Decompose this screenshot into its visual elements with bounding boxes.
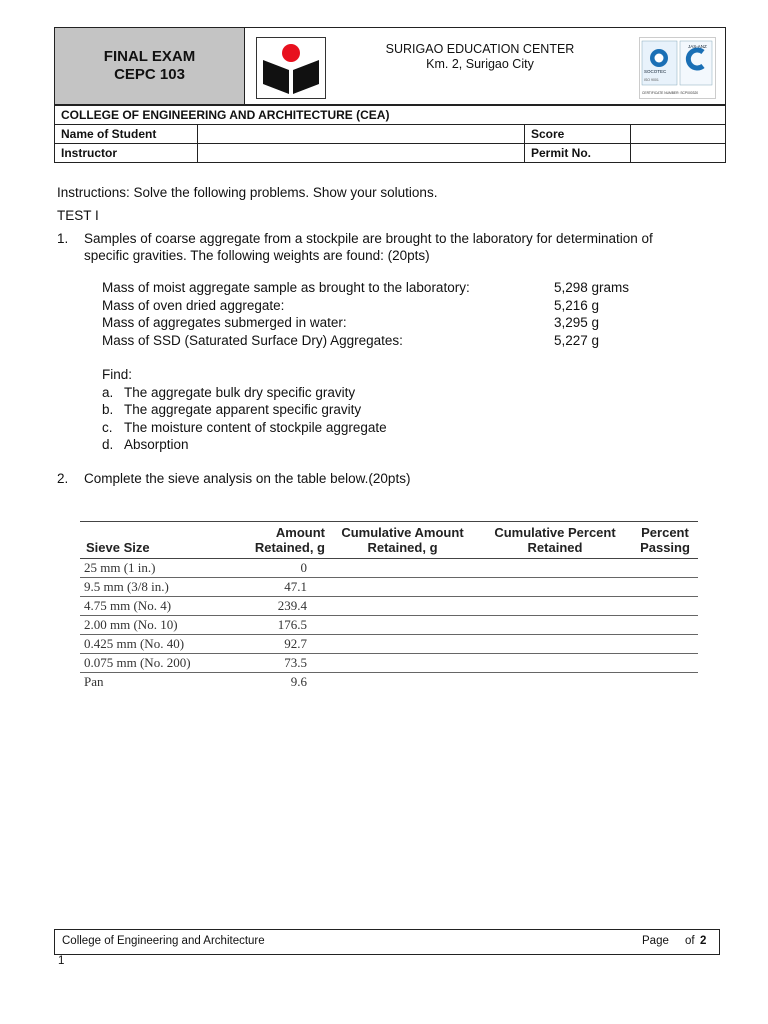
sieve-size-cell: 4.75 mm (No. 4) bbox=[80, 597, 238, 616]
sieve-size-cell: 9.5 mm (3/8 in.) bbox=[80, 578, 238, 597]
mass-item bbox=[102, 314, 629, 332]
find-item bbox=[102, 401, 387, 419]
sieve-size-cell: Pan bbox=[84, 674, 104, 689]
sieve-size-cell: 0.425 mm (No. 40) bbox=[80, 635, 238, 654]
sieve-analysis-table bbox=[80, 521, 698, 691]
test-label: TEST I bbox=[57, 208, 99, 223]
header-cumulative-percent: Cumulative Percent Retained bbox=[478, 522, 632, 559]
sieve-table-header bbox=[80, 522, 698, 559]
find-item bbox=[102, 384, 387, 402]
find-item-text: The moisture content of stockpile aggregate bbox=[124, 419, 387, 435]
q2-text: Complete the sieve analysis on the table below.(20pts) bbox=[84, 471, 411, 486]
retained-cell: 0 bbox=[238, 559, 327, 578]
table-row bbox=[80, 578, 698, 597]
mass-label: Mass of SSD (Saturated Surface Dry) Aggregates: bbox=[102, 332, 403, 348]
socotec-certification-icon bbox=[640, 38, 715, 98]
q1-text-line2: specific gravities. The following weights are found: (20pts) bbox=[84, 248, 430, 263]
table-row bbox=[80, 654, 698, 673]
find-item-text: The aggregate bulk dry specific gravity bbox=[124, 384, 356, 400]
cumulative-amount-cell[interactable] bbox=[327, 654, 478, 673]
retained-cell: 239.4 bbox=[238, 597, 327, 616]
mass-item bbox=[102, 332, 629, 350]
cumulative-amount-cell[interactable] bbox=[327, 559, 478, 578]
school-info bbox=[330, 42, 630, 72]
find-list bbox=[102, 366, 387, 454]
find-label: Find: bbox=[102, 367, 133, 382]
name-of-student-label: Name of Student bbox=[55, 125, 198, 144]
permit-no-label: Permit No. bbox=[525, 144, 631, 163]
score-label: Score bbox=[525, 125, 631, 144]
percent-passing-cell[interactable] bbox=[632, 597, 698, 616]
exam-title-block bbox=[55, 28, 245, 104]
footer-of-label: of bbox=[685, 935, 695, 947]
table-row bbox=[80, 616, 698, 635]
percent-passing-cell[interactable] bbox=[632, 616, 698, 635]
footer-college: College of Engineering and Architecture bbox=[62, 935, 265, 947]
sieve-size-cell: 0.075 mm (No. 200) bbox=[80, 654, 238, 673]
retained-cell: 73.5 bbox=[238, 654, 327, 673]
mass-item bbox=[102, 279, 629, 297]
header-sieve-size: Sieve Size bbox=[80, 522, 238, 559]
college-heading: COLLEGE OF ENGINEERING AND ARCHITECTURE (CEA) bbox=[55, 106, 726, 125]
page-footer bbox=[54, 929, 720, 955]
find-item-text: The aggregate apparent specific gravity bbox=[124, 402, 362, 417]
mass-label: Mass of moist aggregate sample as brought to the laboratory: bbox=[102, 280, 470, 295]
find-item-letter: a. bbox=[102, 384, 114, 400]
score-field[interactable] bbox=[631, 125, 726, 144]
mass-value: 3,295 g bbox=[554, 315, 600, 330]
percent-passing-cell[interactable] bbox=[632, 654, 698, 673]
cert-number-text: CERTIFICATE NUMBER: SCP000320 bbox=[642, 91, 699, 95]
course-code: CEPC 103 bbox=[114, 66, 185, 83]
percent-passing-cell[interactable] bbox=[632, 559, 698, 578]
table-row bbox=[80, 597, 698, 616]
cumulative-amount-cell[interactable] bbox=[327, 597, 478, 616]
book-logo-icon bbox=[257, 38, 325, 98]
find-item bbox=[102, 436, 387, 454]
find-item-letter: b. bbox=[102, 402, 114, 417]
cumulative-percent-cell[interactable] bbox=[478, 635, 632, 654]
percent-passing-cell[interactable] bbox=[632, 578, 698, 597]
footer-page-label: Page bbox=[642, 935, 669, 947]
percent-passing-cell[interactable] bbox=[632, 635, 698, 654]
cumulative-amount-cell[interactable] bbox=[327, 578, 478, 597]
permit-no-field[interactable] bbox=[631, 144, 726, 163]
footer-total-pages: 2 bbox=[700, 935, 707, 947]
find-item-letter: d. bbox=[102, 437, 114, 452]
mass-list bbox=[102, 279, 629, 349]
cert-jasanz-text: JAS-ANZ bbox=[688, 44, 707, 49]
mass-label: Mass of aggregates submerged in water: bbox=[102, 315, 347, 330]
mass-label: Mass of oven dried aggregate: bbox=[102, 297, 285, 313]
q2-number: 2. bbox=[57, 471, 69, 486]
find-item bbox=[102, 419, 387, 437]
find-item-text: Absorption bbox=[124, 437, 189, 452]
instructor-label: Instructor bbox=[55, 144, 198, 163]
cumulative-percent-cell[interactable] bbox=[478, 559, 632, 578]
mass-value: 5,298 grams bbox=[554, 280, 630, 295]
school-logo bbox=[256, 37, 326, 99]
table-row bbox=[80, 635, 698, 654]
table-row bbox=[80, 559, 698, 578]
cumulative-percent-cell[interactable] bbox=[478, 616, 632, 635]
q1-text-line1: Samples of coarse aggregate from a stockpile are brought to the laboratory for determination of bbox=[84, 231, 653, 246]
school-name: SURIGAO EDUCATION CENTER bbox=[385, 42, 575, 56]
instructions: Instructions: Solve the following problems. Show your solutions. bbox=[57, 185, 438, 200]
mass-value: 5,216 g bbox=[554, 297, 600, 313]
header-cumulative-amount: Cumulative Amount Retained, g bbox=[327, 522, 478, 559]
mass-value: 5,227 g bbox=[554, 332, 600, 348]
certification-badge bbox=[639, 37, 716, 99]
find-item-letter: c. bbox=[102, 419, 113, 435]
percent-passing-cell[interactable] bbox=[632, 673, 698, 692]
cumulative-percent-cell[interactable] bbox=[478, 673, 632, 692]
retained-cell: 9.6 bbox=[290, 674, 307, 689]
sieve-size-cell: 25 mm (1 in.) bbox=[80, 559, 238, 578]
mass-item bbox=[102, 297, 629, 315]
table-row bbox=[80, 673, 698, 692]
cumulative-amount-cell[interactable] bbox=[327, 616, 478, 635]
page-number: 1 bbox=[58, 955, 65, 967]
name-of-student-field[interactable] bbox=[198, 125, 525, 144]
sieve-size-cell: 2.00 mm (No. 10) bbox=[80, 616, 238, 635]
retained-cell: 47.1 bbox=[238, 578, 327, 597]
cert-socotec-text: SOCOTEC bbox=[644, 69, 667, 74]
cert-iso-text: ISO 9001 bbox=[644, 78, 659, 82]
instructor-field[interactable] bbox=[198, 144, 525, 163]
cumulative-amount-cell[interactable] bbox=[327, 673, 478, 692]
exam-title: FINAL EXAM bbox=[103, 48, 196, 65]
header-percent-passing: Percent Passing bbox=[632, 522, 698, 559]
cumulative-amount-cell[interactable] bbox=[327, 635, 478, 654]
student-info-table bbox=[54, 105, 726, 163]
cumulative-percent-cell[interactable] bbox=[478, 597, 632, 616]
retained-cell: 92.7 bbox=[238, 635, 327, 654]
cumulative-percent-cell[interactable] bbox=[478, 654, 632, 673]
retained-cell: 176.5 bbox=[238, 616, 327, 635]
header-amount-retained: Amount Retained, g bbox=[238, 522, 327, 559]
school-address: Km. 2, Surigao City bbox=[426, 57, 534, 71]
q1-number: 1. bbox=[57, 231, 69, 246]
cumulative-percent-cell[interactable] bbox=[478, 578, 632, 597]
